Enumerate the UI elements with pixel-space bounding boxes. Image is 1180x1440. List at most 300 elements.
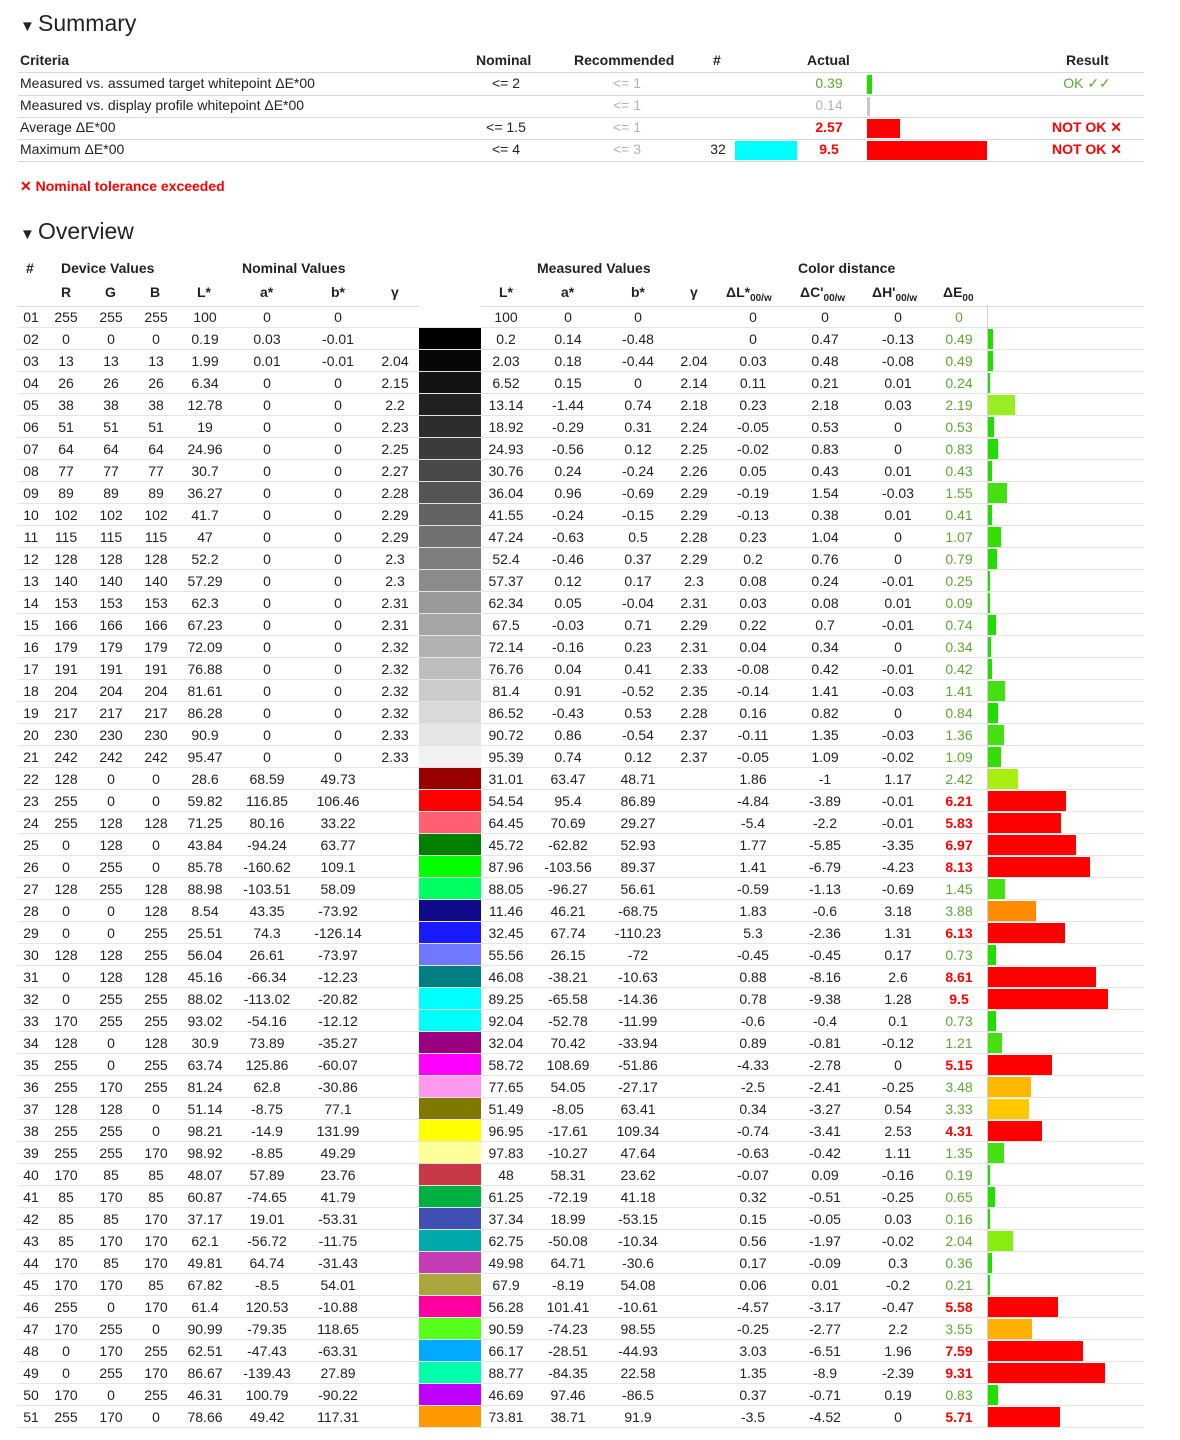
delta-e-bar	[987, 1407, 1060, 1427]
measured-b-cell: -14.36	[618, 991, 658, 1007]
delta-h-cell: 0.19	[884, 1387, 912, 1403]
patch-swatch	[419, 1164, 481, 1185]
measured-b-cell: 0.23	[624, 639, 652, 655]
device-r-cell: 0	[62, 1343, 70, 1359]
result-cell: NOT OK ✕	[1051, 119, 1123, 135]
measured-gamma-cell: 2.18	[680, 397, 708, 413]
delta-h-cell: -0.2	[885, 1277, 911, 1293]
nominal-l-cell: 0.19	[191, 331, 219, 347]
measured-a-cell: 0.04	[554, 661, 582, 677]
delta-c-cell: -1	[818, 771, 832, 787]
overview-row	[0, 306, 1180, 328]
delta-e-cell: 8.13	[945, 859, 973, 875]
device-r-cell: 166	[54, 617, 78, 633]
recommended-cell: <= 1	[612, 119, 642, 135]
nominal-b-cell: -11.75	[318, 1233, 358, 1249]
delta-h-cell: 1.11	[884, 1145, 912, 1161]
nominal-a-cell: 0	[263, 485, 271, 501]
delta-c-cell: -0.71	[809, 1387, 841, 1403]
nominal-l-cell: 12.78	[187, 397, 223, 413]
measured-l-cell: 11.46	[489, 903, 523, 919]
device-b-cell: 85	[148, 1167, 164, 1183]
device-g-cell: 170	[99, 1233, 123, 1249]
nominal-header: Nominal	[476, 52, 532, 68]
actual-bar	[867, 141, 987, 160]
patch-number-cell: 09	[23, 485, 39, 501]
device-r-cell: 255	[54, 1123, 78, 1139]
delta-h-cell: 0.3	[888, 1255, 908, 1271]
delta-h-label: ΔH'	[872, 284, 896, 300]
device-g-cell: 0	[107, 1035, 115, 1051]
max-patch-swatch	[735, 141, 797, 160]
nominal-b-cell: 118.65	[317, 1321, 359, 1337]
delta-e-cell: 0.73	[945, 947, 973, 963]
nominal-cell: <= 1.5	[486, 119, 526, 135]
nominal-a-cell: 26.61	[249, 947, 285, 963]
nominal-a-cell: 49.42	[249, 1409, 285, 1425]
measured-l-cell: 73.81	[488, 1409, 524, 1425]
overview-row	[0, 812, 1180, 834]
delta-e-cell: 0.65	[945, 1189, 973, 1205]
delta-l-cell: 1.83	[739, 903, 767, 919]
delta-e-cell: 0.83	[945, 1387, 973, 1403]
measured-l-cell: 13.14	[488, 397, 524, 413]
device-r-cell: 0	[62, 859, 70, 875]
device-r-cell: 51	[58, 419, 74, 435]
nominal-l-header: L*	[197, 284, 211, 300]
device-r-cell: 255	[54, 793, 78, 809]
measured-b-cell: 0.31	[624, 419, 652, 435]
criteria-cell: Measured vs. assumed target whitepoint ΔE*00	[20, 75, 315, 91]
nominal-b-cell: -60.07	[318, 1057, 358, 1073]
delta-l-cell: -4.33	[737, 1057, 769, 1073]
nominal-b-cell: 0	[334, 617, 342, 633]
delta-e-bar	[987, 945, 996, 965]
delta-e-cell: 3.55	[945, 1321, 973, 1337]
measured-l-cell: 76.76	[488, 661, 524, 677]
delta-h-cell: 0	[894, 309, 902, 325]
measured-gamma-cell: 2.29	[680, 551, 708, 567]
delta-h-cell: -0.03	[882, 683, 914, 699]
nominal-a-cell: 43.35	[249, 903, 285, 919]
device-b-cell: 0	[152, 1321, 160, 1337]
patch-swatch	[419, 1406, 481, 1427]
patch-number-cell: 35	[23, 1057, 39, 1073]
device-g-cell: 255	[99, 991, 123, 1007]
measured-a-cell: -28.51	[548, 1343, 588, 1359]
measured-l-cell: 56.28	[488, 1299, 524, 1315]
nominal-l-cell: 19	[197, 419, 213, 435]
device-g-cell: 255	[99, 1123, 123, 1139]
delta-e-bar	[987, 483, 1007, 503]
delta-c-cell: -0.6	[812, 903, 838, 919]
delta-e-sub: 00	[962, 292, 974, 304]
nominal-l-cell: 25.51	[187, 925, 223, 941]
nominal-a-cell: -8.75	[251, 1101, 283, 1117]
delta-h-cell: 0.17	[884, 947, 912, 963]
overview-row	[0, 1032, 1180, 1054]
nominal-l-cell: 61.4	[191, 1299, 219, 1315]
measured-a-cell: 95.4	[554, 793, 582, 809]
overview-row	[0, 878, 1180, 900]
overview-row	[0, 504, 1180, 526]
nominal-b-cell: -12.23	[318, 969, 358, 985]
device-r-cell: 255	[54, 815, 78, 831]
overview-row	[0, 944, 1180, 966]
nominal-b-cell: 0	[334, 639, 342, 655]
delta-e-cell: 1.41	[945, 683, 973, 699]
patch-number-cell: 50	[23, 1387, 39, 1403]
delta-l-cell: 5.3	[743, 925, 763, 941]
measured-a-cell: 18.99	[550, 1211, 586, 1227]
patch-number-cell: 19	[23, 705, 39, 721]
overview-row	[0, 350, 1180, 372]
device-b-cell: 26	[148, 375, 164, 391]
device-g-cell: 217	[99, 705, 123, 721]
nominal-a-cell: -139.43	[243, 1365, 291, 1381]
overview-group-header	[0, 260, 1180, 278]
delta-h-cell: -3.35	[882, 837, 914, 853]
nominal-a-cell: 0	[263, 441, 271, 457]
patch-number-cell: 13	[23, 573, 39, 589]
measured-l-cell: 62.75	[488, 1233, 524, 1249]
delta-l-cell: -0.11	[737, 727, 769, 743]
nominal-l-cell: 36.27	[187, 485, 223, 501]
measured-b-cell: 98.55	[620, 1321, 656, 1337]
delta-e-cell: 5.58	[945, 1299, 973, 1315]
measured-b-cell: -110.23	[614, 925, 662, 941]
overview-row	[0, 966, 1180, 988]
device-r-cell: 26	[58, 375, 74, 391]
measured-a-cell: 0.18	[554, 353, 582, 369]
patch-swatch	[419, 812, 481, 833]
device-r-cell: 115	[54, 529, 78, 545]
nominal-gamma-cell: 2.2	[385, 397, 405, 413]
nominal-a-cell: 0.01	[253, 353, 281, 369]
device-r-cell: 128	[54, 881, 78, 897]
delta-e-cell: 1.36	[945, 727, 973, 743]
device-b-cell: 170	[144, 1299, 168, 1315]
measured-b-cell: -44.93	[618, 1343, 658, 1359]
delta-h-cell: 0	[894, 419, 902, 435]
nominal-b-cell: -10.88	[318, 1299, 358, 1315]
measured-b-cell: -53.15	[618, 1211, 658, 1227]
measured-b-cell: 0.74	[624, 397, 652, 413]
overview-row	[0, 768, 1180, 790]
patch-swatch	[419, 702, 481, 723]
device-b-cell: 0	[152, 331, 160, 347]
delta-h-cell: -4.23	[882, 859, 914, 875]
measured-l-cell: 66.17	[488, 1343, 524, 1359]
delta-l-cell: 0.34	[739, 1101, 767, 1117]
nominal-b-cell: 0	[334, 441, 342, 457]
measured-a-cell: -52.78	[548, 1013, 588, 1029]
criteria-cell: Measured vs. display profile whitepoint ΔE*00	[20, 97, 305, 113]
overview-row	[0, 1186, 1180, 1208]
delta-l-sub: 00/w	[750, 292, 772, 304]
overview-row	[0, 372, 1180, 394]
device-b-cell: 77	[148, 463, 164, 479]
nominal-a-cell: 0	[263, 551, 271, 567]
overview-sub-header	[0, 284, 1180, 306]
measured-a-header: a*	[561, 284, 575, 300]
delta-c-cell: -3.89	[809, 793, 841, 809]
measured-a-cell: -0.29	[552, 419, 584, 435]
nominal-gamma-cell: 2.29	[381, 507, 409, 523]
device-b-cell: 255	[144, 1057, 168, 1073]
patch-swatch	[419, 1142, 481, 1163]
device-b-cell: 0	[152, 1409, 160, 1425]
patch-swatch	[419, 592, 481, 613]
nominal-l-cell: 57.29	[187, 573, 223, 589]
delta-c-cell: 1.09	[811, 749, 839, 765]
delta-e-bar	[987, 1187, 995, 1207]
nominal-l-cell: 71.25	[187, 815, 223, 831]
recommended-cell: <= 3	[612, 141, 642, 157]
device-r-cell: 255	[54, 1145, 78, 1161]
delta-h-cell: 2.53	[884, 1123, 912, 1139]
device-b-cell: 0	[152, 771, 160, 787]
measured-l-cell: 32.45	[488, 925, 524, 941]
device-b-cell: 255	[144, 309, 168, 325]
measured-l-cell: 47.24	[488, 529, 524, 545]
overview-row	[0, 1340, 1180, 1362]
delta-c-cell: -9.38	[809, 991, 841, 1007]
patch-swatch	[419, 1032, 481, 1053]
nominal-gamma-cell: 2.33	[381, 727, 409, 743]
delta-c-cell: 1.35	[811, 727, 839, 743]
overview-row	[0, 1362, 1180, 1384]
nominal-a-cell: 0	[263, 375, 271, 391]
nominal-a-cell: 0	[263, 419, 271, 435]
overview-toggle[interactable]	[20, 218, 134, 245]
nominal-l-cell: 62.1	[191, 1233, 219, 1249]
device-r-cell: 179	[54, 639, 78, 655]
nominal-b-cell: 0	[334, 309, 342, 325]
measured-a-cell: 0.91	[554, 683, 582, 699]
overview-row	[0, 614, 1180, 636]
delta-e-cell: 3.33	[945, 1101, 973, 1117]
measured-l-cell: 54.54	[488, 793, 524, 809]
delta-l-cell: -3.5	[740, 1409, 766, 1425]
delta-e-bar	[987, 879, 1005, 899]
nominal-b-cell: 0	[334, 749, 342, 765]
device-r-cell: 191	[54, 661, 78, 677]
device-g-cell: 170	[99, 1189, 123, 1205]
device-g-cell: 26	[103, 375, 119, 391]
summary-toggle[interactable]	[20, 10, 136, 37]
device-g-cell: 128	[99, 837, 123, 853]
delta-e-cell: 0.21	[945, 1277, 973, 1293]
device-r-cell: 85	[58, 1189, 74, 1205]
device-g-cell: 255	[99, 1365, 123, 1381]
measured-a-cell: 46.21	[550, 903, 586, 919]
delta-e-cell: 3.88	[945, 903, 973, 919]
nominal-b-cell: -35.27	[318, 1035, 358, 1051]
overview-row	[0, 1406, 1180, 1428]
delta-h-cell: 0.01	[884, 375, 912, 391]
delta-c-cell: -0.05	[809, 1211, 841, 1227]
nominal-b-cell: 63.77	[320, 837, 356, 853]
device-b-cell: 255	[144, 1013, 168, 1029]
delta-h-cell: 2.2	[888, 1321, 908, 1337]
device-g-cell: 102	[99, 507, 123, 523]
delta-e-bar	[987, 857, 1090, 877]
patch-swatch	[419, 834, 481, 855]
patch-swatch	[419, 1076, 481, 1097]
measured-a-cell: 0.74	[554, 749, 582, 765]
patch-swatch	[419, 790, 481, 811]
delta-h-cell: 0.54	[884, 1101, 912, 1117]
measured-b-cell: -0.24	[622, 463, 654, 479]
nominal-gamma-cell: 2.29	[381, 529, 409, 545]
delta-l-cell: -2.5	[740, 1079, 766, 1095]
delta-c-cell: -0.09	[809, 1255, 841, 1271]
measured-a-cell: -84.35	[548, 1365, 588, 1381]
patch-swatch	[419, 1054, 481, 1075]
measured-a-cell: -0.43	[552, 705, 584, 721]
delta-e-cell: 9.31	[945, 1365, 973, 1381]
nominal-b-cell: -63.31	[318, 1343, 358, 1359]
patch-number-cell: 17	[23, 661, 39, 677]
delta-e-bar	[987, 1297, 1058, 1317]
device-b-cell: 115	[144, 529, 168, 545]
patch-number-cell: 29	[23, 925, 39, 941]
nominal-l-cell: 100	[193, 309, 217, 325]
measured-a-cell: 0.05	[554, 595, 582, 611]
device-r-cell: 255	[54, 1299, 78, 1315]
measured-b-cell: 0.37	[624, 551, 652, 567]
actual-header: Actual	[807, 52, 850, 68]
nominal-b-cell: -31.43	[318, 1255, 358, 1271]
device-b-cell: 102	[144, 507, 168, 523]
measured-b-cell: -72	[627, 947, 649, 963]
delta-e-bar	[987, 901, 1036, 921]
delta-l-cell: -4.57	[737, 1299, 769, 1315]
patch-number-cell: 40	[23, 1167, 39, 1183]
delta-h-cell: 0	[894, 1409, 902, 1425]
device-b-cell: 0	[152, 837, 160, 853]
patch-swatch	[419, 548, 481, 569]
patch-swatch	[419, 856, 481, 877]
delta-c-cell: -2.2	[812, 815, 838, 831]
delta-h-cell: -0.02	[882, 749, 914, 765]
device-g-cell: 128	[99, 947, 123, 963]
delta-e-bar	[987, 615, 996, 635]
patch-swatch	[419, 636, 481, 657]
nominal-gamma-cell: 2.32	[381, 705, 409, 721]
measured-gamma-cell: 2.25	[680, 441, 708, 457]
delta-l-cell: 0.17	[739, 1255, 767, 1271]
delta-e-cell: 0.83	[945, 441, 973, 457]
nominal-gamma-cell: 2.25	[381, 441, 409, 457]
nominal-b-cell: -90.22	[318, 1387, 358, 1403]
delta-e-bar	[987, 1055, 1052, 1075]
device-b-cell: 255	[144, 1343, 168, 1359]
delta-c-sub: 00/w	[823, 292, 846, 304]
delta-e-bar	[987, 1033, 1002, 1053]
delta-e-bar	[987, 989, 1108, 1009]
device-b-cell: 89	[148, 485, 164, 501]
delta-h-cell: 0.03	[884, 397, 912, 413]
collapse-triangle-icon: ▼	[20, 18, 35, 35]
measured-a-cell: -17.61	[548, 1123, 588, 1139]
nominal-l-cell: 56.04	[187, 947, 223, 963]
nominal-b-header: b*	[331, 284, 345, 300]
nominal-a-header: a*	[260, 284, 274, 300]
nominal-a-cell: -79.35	[247, 1321, 287, 1337]
measured-b-cell: -0.69	[622, 485, 654, 501]
device-b-cell: 128	[144, 903, 168, 919]
delta-e-cell: 5.83	[945, 815, 973, 831]
measured-gamma-header: γ	[690, 284, 698, 300]
result-header: Result	[1066, 52, 1109, 68]
measured-a-cell: -10.27	[548, 1145, 588, 1161]
measured-b-cell: 89.37	[620, 859, 656, 875]
measured-l-cell: 81.4	[492, 683, 520, 699]
device-g-cell: 255	[99, 881, 123, 897]
nominal-b-cell: -0.01	[322, 331, 354, 347]
delta-c-cell: -8.16	[809, 969, 841, 985]
r-header: R	[61, 284, 72, 300]
nominal-b-cell: 0	[334, 485, 342, 501]
measured-l-cell: 58.72	[488, 1057, 524, 1073]
measured-b-cell: -0.54	[622, 727, 654, 743]
measured-l-cell: 36.04	[488, 485, 524, 501]
delta-e-cell: 0.79	[945, 551, 973, 567]
nominal-l-cell: 43.84	[187, 837, 223, 853]
nominal-b-cell: 0	[334, 595, 342, 611]
device-r-cell: 230	[54, 727, 78, 743]
patch-number-cell: 05	[23, 397, 39, 413]
nominal-l-cell: 60.87	[187, 1189, 223, 1205]
measured-b-cell: -27.17	[618, 1079, 658, 1095]
nominal-b-cell: 0	[334, 419, 342, 435]
nominal-b-cell: 109.1	[320, 859, 356, 875]
overview-row	[0, 658, 1180, 680]
delta-e-cell: 0.24	[945, 375, 973, 391]
delta-l-cell: 0.11	[739, 375, 767, 391]
device-b-cell: 230	[144, 727, 168, 743]
measured-gamma-cell: 2.29	[680, 485, 708, 501]
delta-e-bar	[987, 1099, 1029, 1119]
patch-swatch	[419, 614, 481, 635]
delta-h-cell: -0.01	[882, 661, 914, 677]
measured-gamma-cell: 2.29	[680, 507, 708, 523]
device-g-cell: 0	[107, 925, 115, 941]
delta-h-cell: 0.01	[884, 595, 912, 611]
device-r-cell: 85	[58, 1233, 74, 1249]
row-divider	[18, 1427, 1144, 1428]
measured-a-cell: 38.71	[550, 1409, 586, 1425]
delta-h-header	[872, 284, 917, 304]
device-r-cell: 217	[54, 705, 78, 721]
delta-l-cell: 0.22	[739, 617, 767, 633]
delta-h-cell: 3.18	[884, 903, 912, 919]
delta-l-header	[726, 284, 772, 304]
delta-h-cell: 0.01	[884, 507, 912, 523]
measured-a-cell: 108.69	[546, 1057, 590, 1073]
device-g-cell: 255	[99, 309, 123, 325]
nominal-l-cell: 98.92	[187, 1145, 223, 1161]
device-b-cell: 204	[144, 683, 168, 699]
measured-b-cell: -10.61	[618, 1299, 658, 1315]
delta-c-cell: 1.04	[811, 529, 839, 545]
measured-b-cell: 86.89	[620, 793, 656, 809]
measured-l-cell: 97.83	[488, 1145, 524, 1161]
nominal-l-cell: 51.14	[187, 1101, 223, 1117]
patch-number-cell: 46	[23, 1299, 39, 1315]
